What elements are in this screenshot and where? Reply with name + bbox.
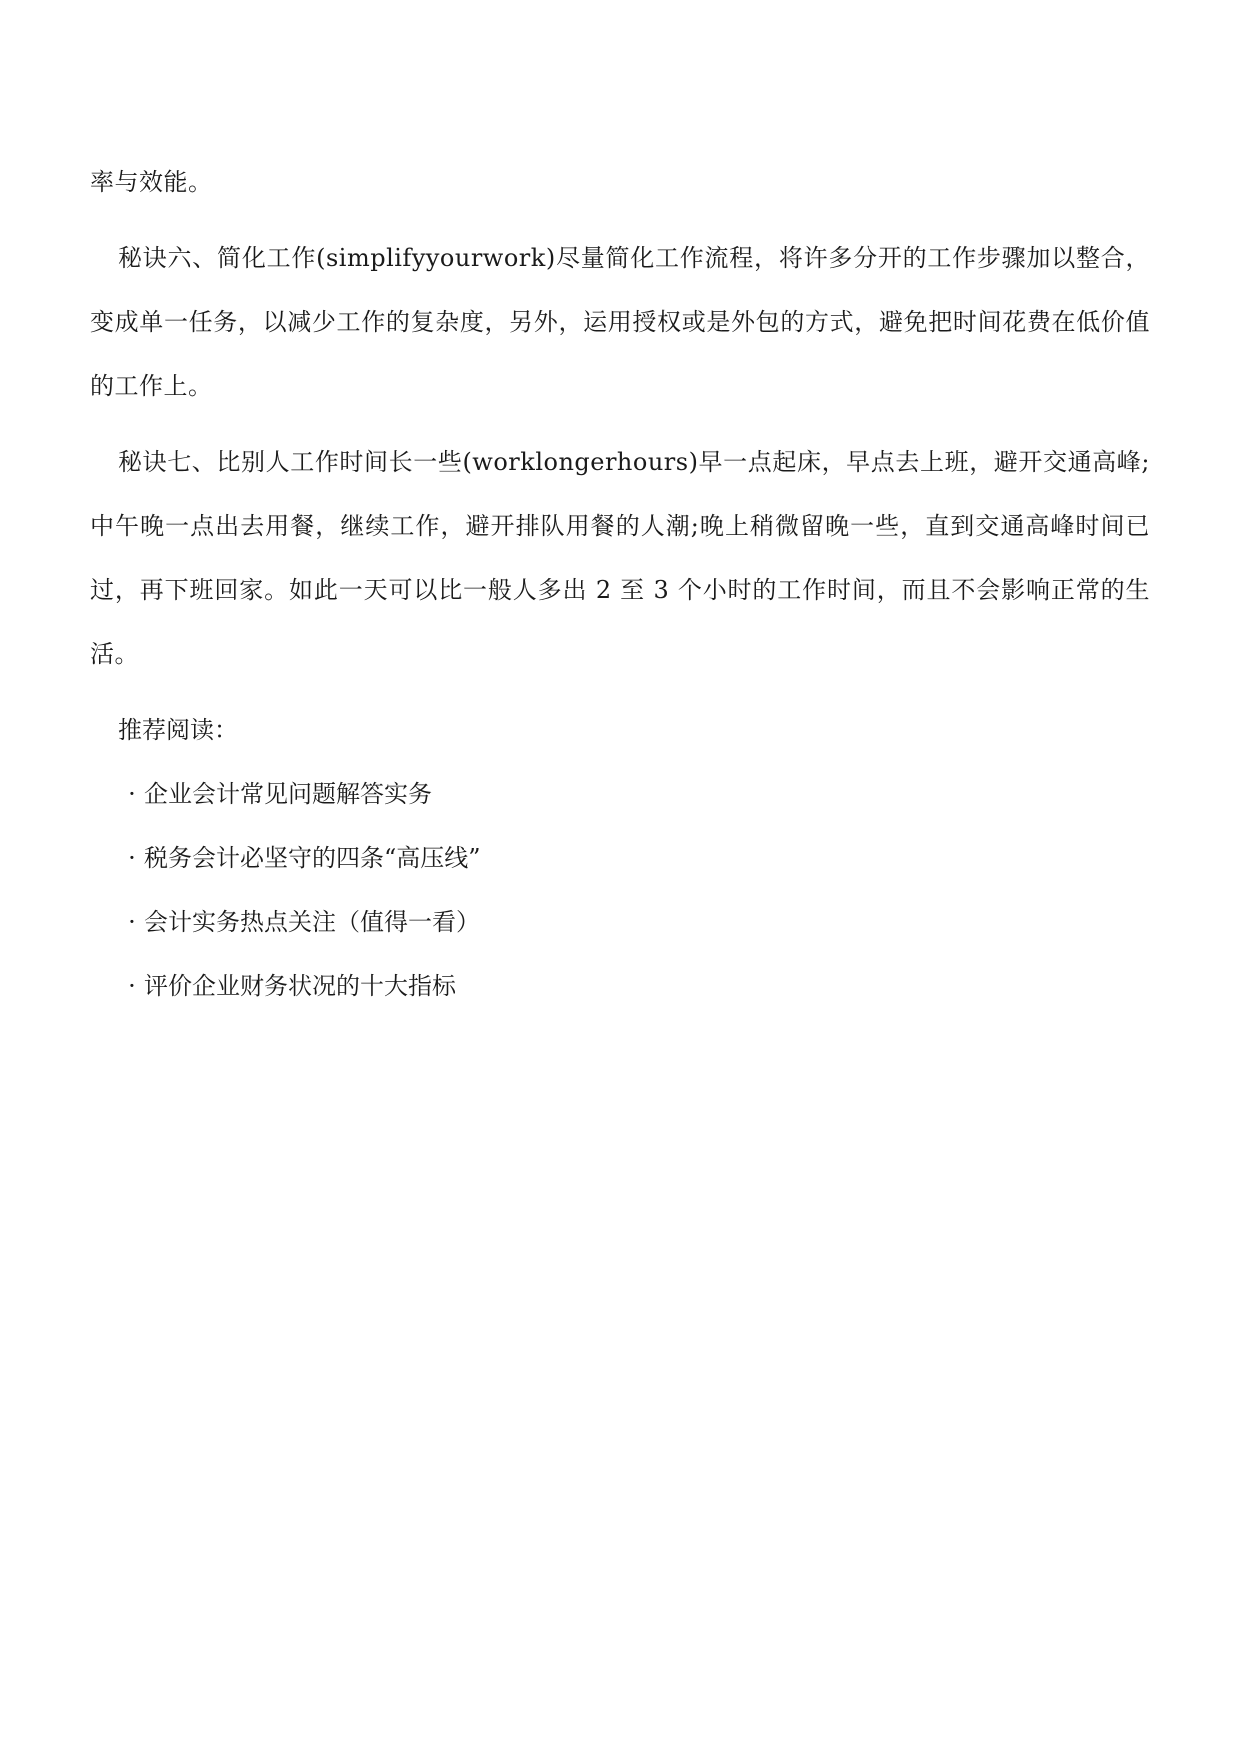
bullet-icon: · bbox=[128, 908, 136, 936]
list-item bbox=[90, 826, 1150, 890]
list-item bbox=[90, 890, 1150, 954]
recommended-link[interactable]: 税务会计必坚守的四条“高压线” bbox=[144, 844, 481, 872]
bullet-icon: · bbox=[128, 844, 136, 872]
paragraph-tip-seven: 秘诀七、比别人工作时间长一些(worklongerhours)早一点起床，早点去上班，避开交通高峰;中午晚一点出去用餐，继续工作，避开排队用餐的人潮;晚上稍微留晚一些，直到交通高峰时间已过，再下班回家。如此一天可以比一般人多出 2 至 3 个小时的工作时间，而且不会影响正常的生活。 bbox=[90, 448, 1150, 668]
recommended-link[interactable]: 会计实务热点关注（值得一看） bbox=[144, 908, 480, 936]
recommended-link[interactable]: 评价企业财务状况的十大指标 bbox=[144, 972, 456, 1000]
list-item bbox=[90, 762, 1150, 826]
paragraph-tip-six: 秘诀六、简化工作(simplifyyourwork)尽量简化工作流程，将许多分开的工作步骤加以整合，变成单一任务，以减少工作的复杂度，另外，运用授权或是外包的方式，避免把时间花费在低价值的工作上。 bbox=[90, 244, 1150, 400]
list-item bbox=[90, 954, 1150, 1018]
recommended-reading-list bbox=[90, 762, 1150, 1018]
recommended-reading-title: 推荐阅读： bbox=[118, 716, 238, 744]
bullet-icon: · bbox=[128, 972, 136, 1000]
bullet-icon: · bbox=[128, 780, 136, 808]
paragraph-continuation: 率与效能。 bbox=[90, 168, 213, 196]
document-body bbox=[90, 150, 1150, 1018]
recommended-link[interactable]: 企业会计常见问题解答实务 bbox=[144, 780, 432, 808]
